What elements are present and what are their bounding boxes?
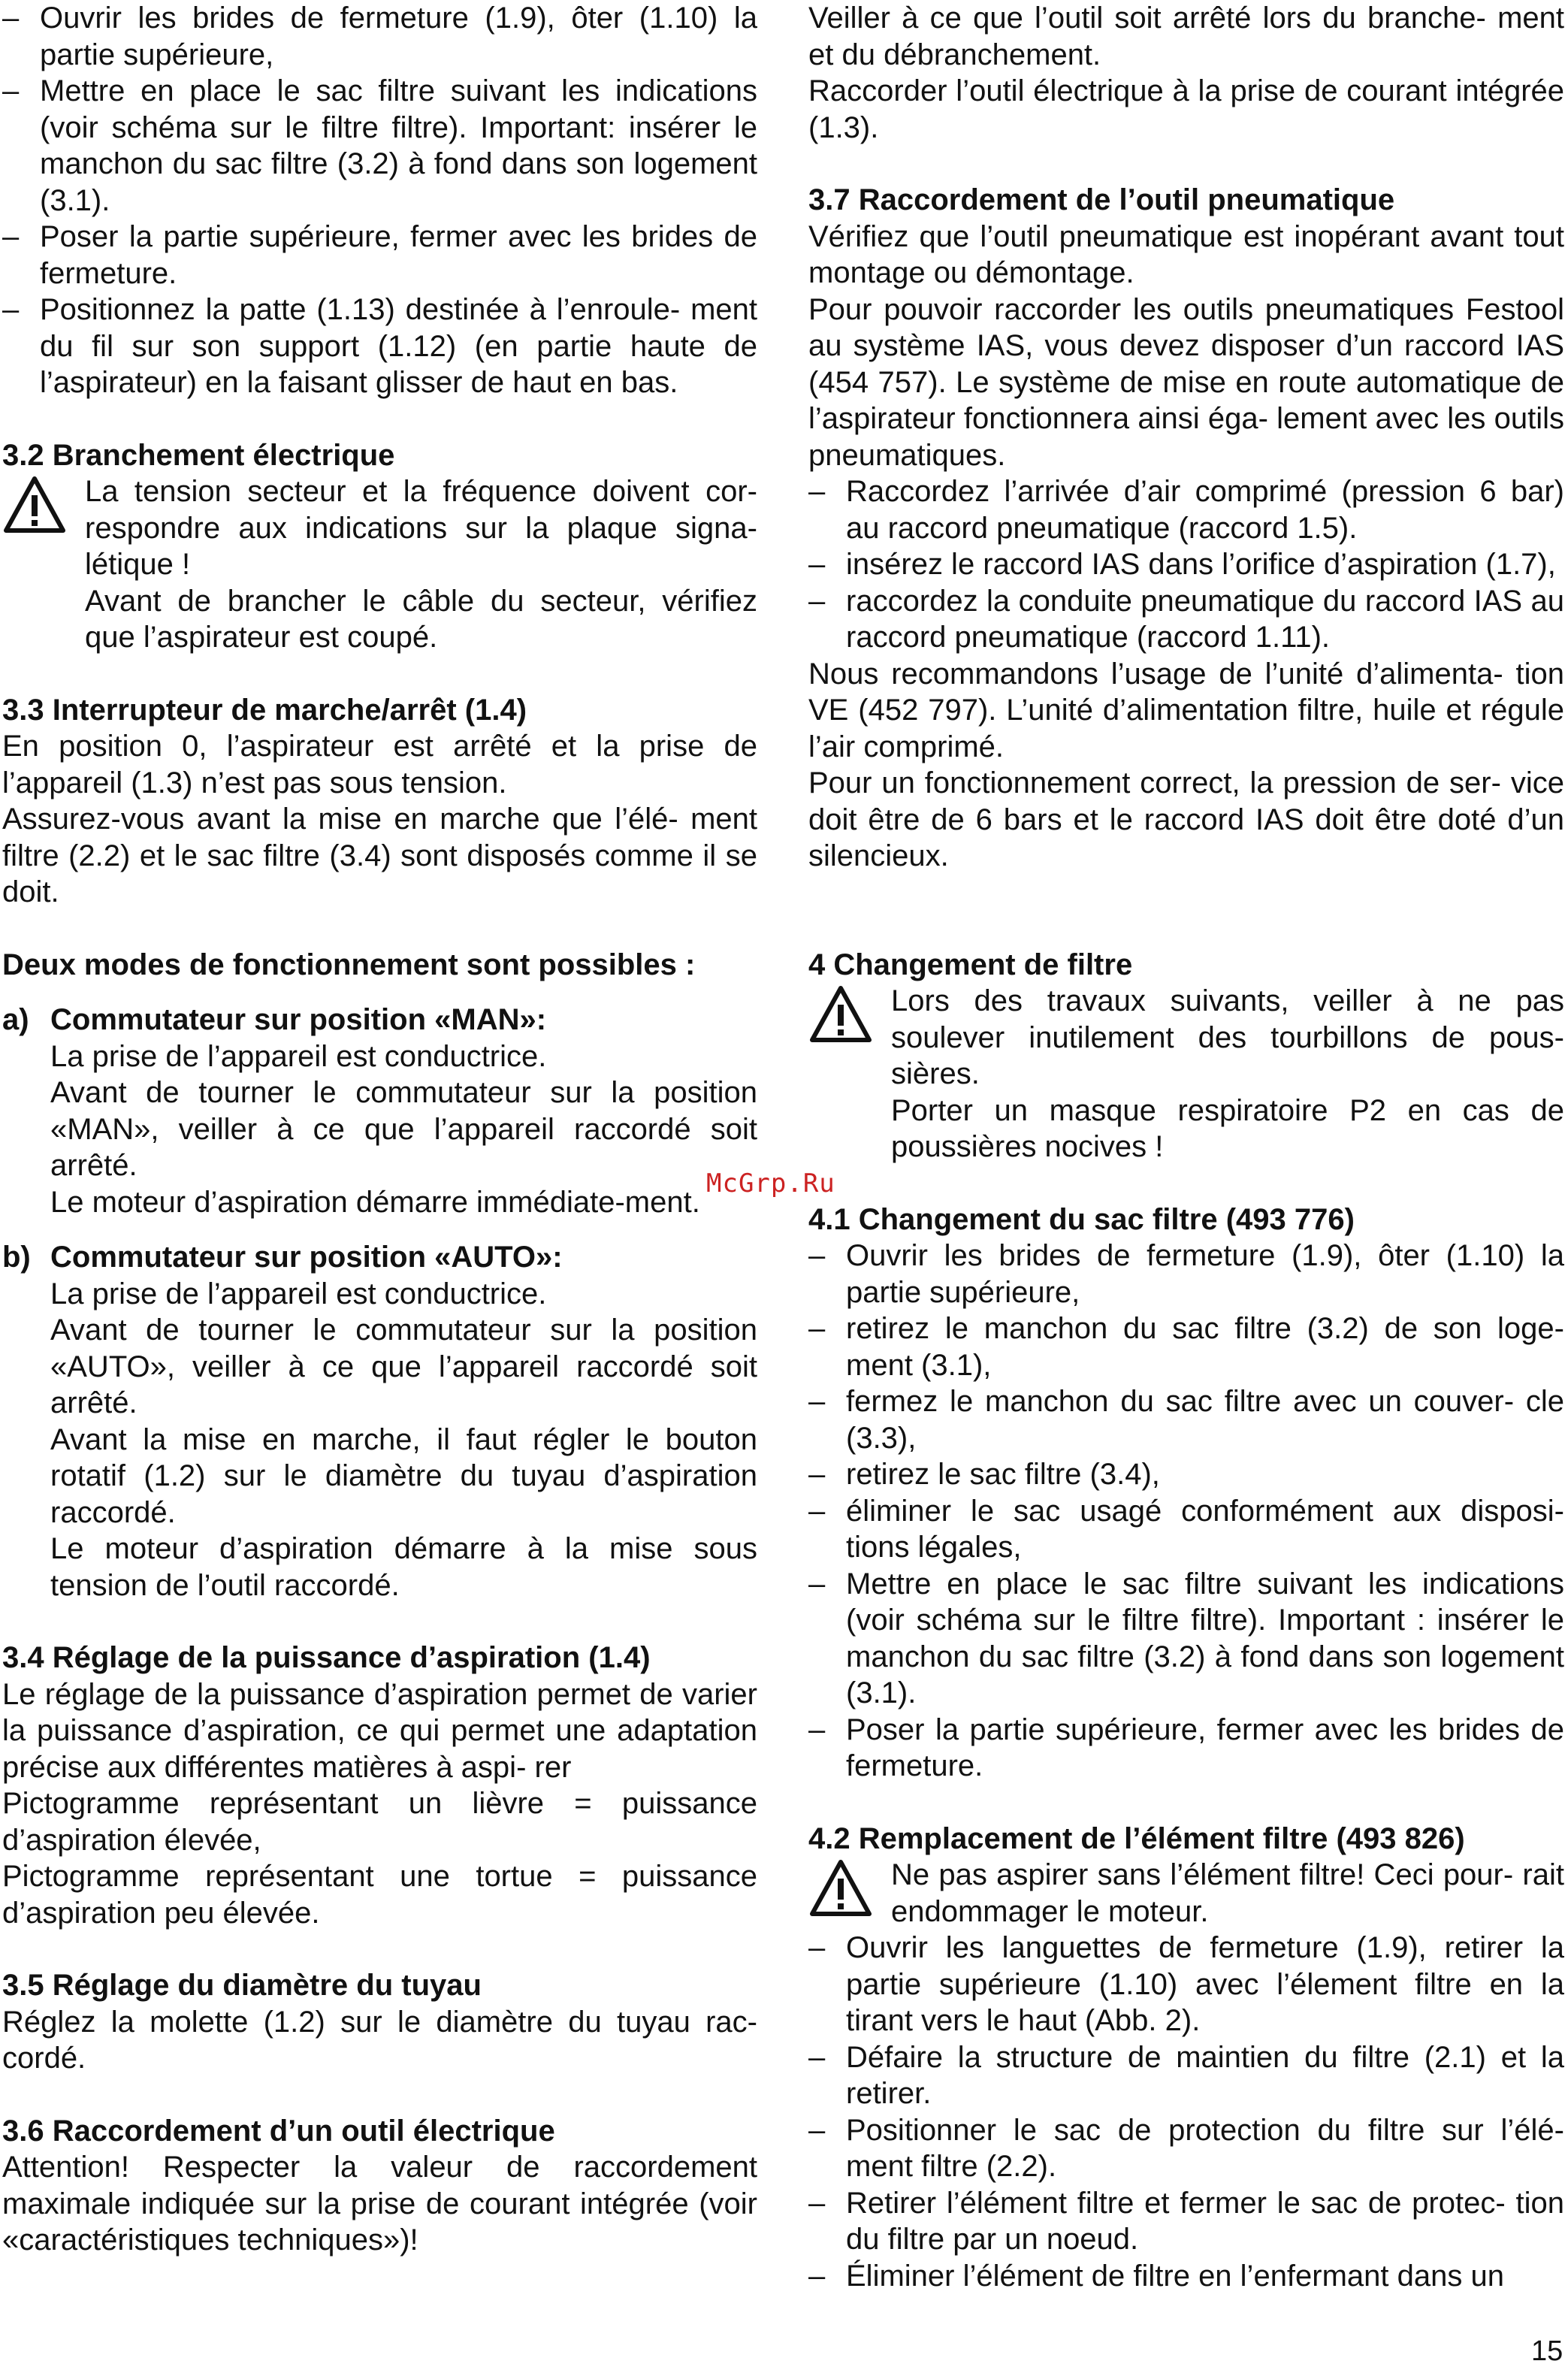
section-heading: 3.6 Raccordement d’un outil électrique: [2, 2114, 555, 2148]
paragraph: En position 0, l’aspirateur est arrêté et la prise de l’appareil (1.3) n’est pas sous tension.: [2, 730, 757, 800]
paragraph: Attention! Respecter la valeur de raccordement maximale indiquée sur la prise de courant intégrée (voir «caractéristiques techniques»)!: [2, 2151, 757, 2257]
section-heading: 3.7 Raccordement de l’outil pneumatique: [808, 183, 1395, 216]
section-heading: 4.1 Changement du sac filtre (493 776): [808, 1202, 1355, 1236]
list-item: – Raccordez l’arrivée d’air comprimé (pression 6 bar) au raccord pneumatique (raccord 1.5).: [808, 475, 1564, 545]
list-item: – Ouvrir les brides de fermeture (1.9), ôter (1.10) la partie supérieure,: [2, 2, 757, 71]
list-item: – insérez le raccord IAS dans l’orifice d’aspiration (1.7),: [808, 548, 1556, 581]
list-item: – Éliminer l’élément de filtre en l’enfermant dans un: [808, 2259, 1504, 2293]
list-item: – Défaire la structure de maintien du filtre (2.1) et la retirer.: [808, 2040, 1564, 2110]
page-number: 15: [1531, 2335, 1563, 2367]
list-item: – éliminer le sac usagé conformément aux disposi- tions légales,: [808, 1494, 1564, 1564]
list-item: – raccordez la conduite pneumatique du raccord IAS au raccord pneumatique (raccord 1.11).: [808, 584, 1564, 654]
paragraph: Raccorder l’outil électrique à la prise de courant intégrée (1.3).: [808, 74, 1564, 144]
paragraph: Veiller à ce que l’outil soit arrêté lors du branche- ment et du débranchement.: [808, 2, 1564, 71]
warning-block: Ne pas aspirer sans l’élément filtre! Ceci pour- rait endommager le moteur.: [808, 1857, 1564, 1930]
watermark: McGrp.Ru: [706, 1168, 835, 1199]
list-item: – Poser la partie supérieure, fermer avec les brides de fermeture.: [808, 1712, 1564, 1782]
warning-triangle-icon: [808, 1858, 873, 1918]
list-item: – fermez le manchon du sac filtre avec un couver- cle (3.3),: [808, 1385, 1564, 1455]
list-item: – Poser la partie supérieure, fermer avec les brides de fermeture.: [2, 220, 757, 290]
warning-triangle-icon: [808, 984, 873, 1044]
warning-triangle-icon: [2, 475, 67, 535]
list-item: – retirez le sac filtre (3.4),: [808, 1458, 1160, 1491]
list-item: – Positionner le sac de protection du filtre sur l’élé- ment filtre (2.2).: [808, 2113, 1564, 2183]
paragraph: Pictogramme représentant une tortue = puissance d’aspiration peu élevée.: [2, 1860, 757, 1930]
left-column: [2, 0, 757, 2259]
mode-a: a) Commutateur sur position «MAN»: La prise de l’appareil est conductrice. Avant de tourner le commutateur sur la position «MAN», veiller à ce que l’appareil raccordé soit arrêté. Le moteur d’aspiration démarre immédiate-ment.: [2, 1003, 757, 1219]
paragraph: Pour pouvoir raccorder les outils pneumatiques Festool au système IAS, vous devez disposer d’un raccord IAS (454 757). Le système de mise en route automatique de l’aspirateur fonctionnera ainsi éga- lement avec les outils pneumatiques.: [808, 292, 1564, 472]
list-item: – Ouvrir les languettes de fermeture (1.9), retirer la partie supérieure (1.10) avec l’élement filtre en la tirant vers le haut (Abb. 2).: [808, 1931, 1564, 2037]
paragraph: Pictogramme représentant un lièvre = puissance d’aspiration élevée,: [2, 1787, 757, 1857]
paragraph: Réglez la molette (1.2) sur le diamètre du tuyau rac- cordé.: [2, 2005, 757, 2075]
section-heading: 4.2 Remplacement de l’élément filtre (493 826): [808, 1821, 1465, 1855]
list-item: – Ouvrir les brides de fermeture (1.9), ôter (1.10) la partie supérieure,: [808, 1239, 1564, 1309]
list-item: – Mettre en place le sac filtre suivant les indications (voir schéma sur le filtre filtre). Important: insérer le manchon du sac filtre (3.2) à fond dans son logement (3.1).: [2, 74, 757, 217]
list-item: – Retirer l’élément filtre et fermer le sac de protec- tion du filtre par un noeud.: [808, 2186, 1564, 2256]
list-item: – retirez le manchon du sac filtre (3.2) de son loge- ment (3.1),: [808, 1312, 1564, 1382]
warning-block: La tension secteur et la fréquence doivent cor- respondre aux indications sur la plaque signa- létique ! Avant de brancher le câble du secteur, vérifiez que l’aspirateur est coupé.: [2, 473, 757, 656]
paragraph: Vérifiez que l’outil pneumatique est inopérant avant tout montage ou démontage.: [808, 219, 1564, 289]
warning-block: Lors des travaux suivants, veiller à ne pas soulever inutilement des tourbillons de pous- sières. Porter un masque respiratoire P2 en cas de poussières nocives !: [808, 983, 1564, 1165]
section-heading: 4 Changement de filtre: [808, 948, 1133, 981]
paragraph: Le réglage de la puissance d’aspiration permet de varier la puissance d’aspiration, ce qui permet une adaptation précise aux différentes matières à aspi- rer: [2, 1677, 757, 1784]
list-item: – Mettre en place le sac filtre suivant les indications (voir schéma sur le filtre filtre). Important : insérer le manchon du sac filtre (3.2) à fond dans son logement (3.1).: [808, 1567, 1564, 1709]
section-heading: 3.3 Interrupteur de marche/arrêt (1.4): [2, 693, 527, 727]
mode-b: b) Commutateur sur position «AUTO»: La prise de l’appareil est conductrice. Avant de tourner le commutateur sur la position «AUTO», veiller à ce que l’appareil raccordé soit arrêté. Avant la mise en marche, il faut régler le bouton rotatif (1.2) sur le diamètre du tuyau d’aspiration raccordé. Le moteur d’aspiration démarre à la mise sous tension de l’outil raccordé.: [2, 1241, 757, 1602]
modes-heading: Deux modes de fonctionnement sont possibles :: [2, 948, 696, 981]
right-column: [808, 0, 1564, 2294]
paragraph: Pour un fonctionnement correct, la pression de ser- vice doit être de 6 bars et le raccord IAS doit être doté d’un silencieux.: [808, 766, 1564, 872]
section-heading: 3.5 Réglage du diamètre du tuyau: [2, 1969, 482, 2002]
list-item: – Positionnez la patte (1.13) destinée à l’enroule- ment du fil sur son support (1.12) (en partie haute de l’aspirateur) en la faisant glisser de haut en bas.: [2, 293, 757, 399]
section-heading: 3.2 Branchement électrique: [2, 438, 395, 472]
paragraph: Nous recommandons l’usage de l’unité d’alimenta- tion VE (452 797). L’unité d’alimentation filtre, huile et régule l’air comprimé.: [808, 657, 1564, 763]
paragraph: Assurez-vous avant la mise en marche que l’élé- ment filtre (2.2) et le sac filtre (3.4) sont disposés comme il se doit.: [2, 803, 757, 908]
section-heading: 3.4 Réglage de la puissance d’aspiration (1.4): [2, 1641, 651, 1674]
